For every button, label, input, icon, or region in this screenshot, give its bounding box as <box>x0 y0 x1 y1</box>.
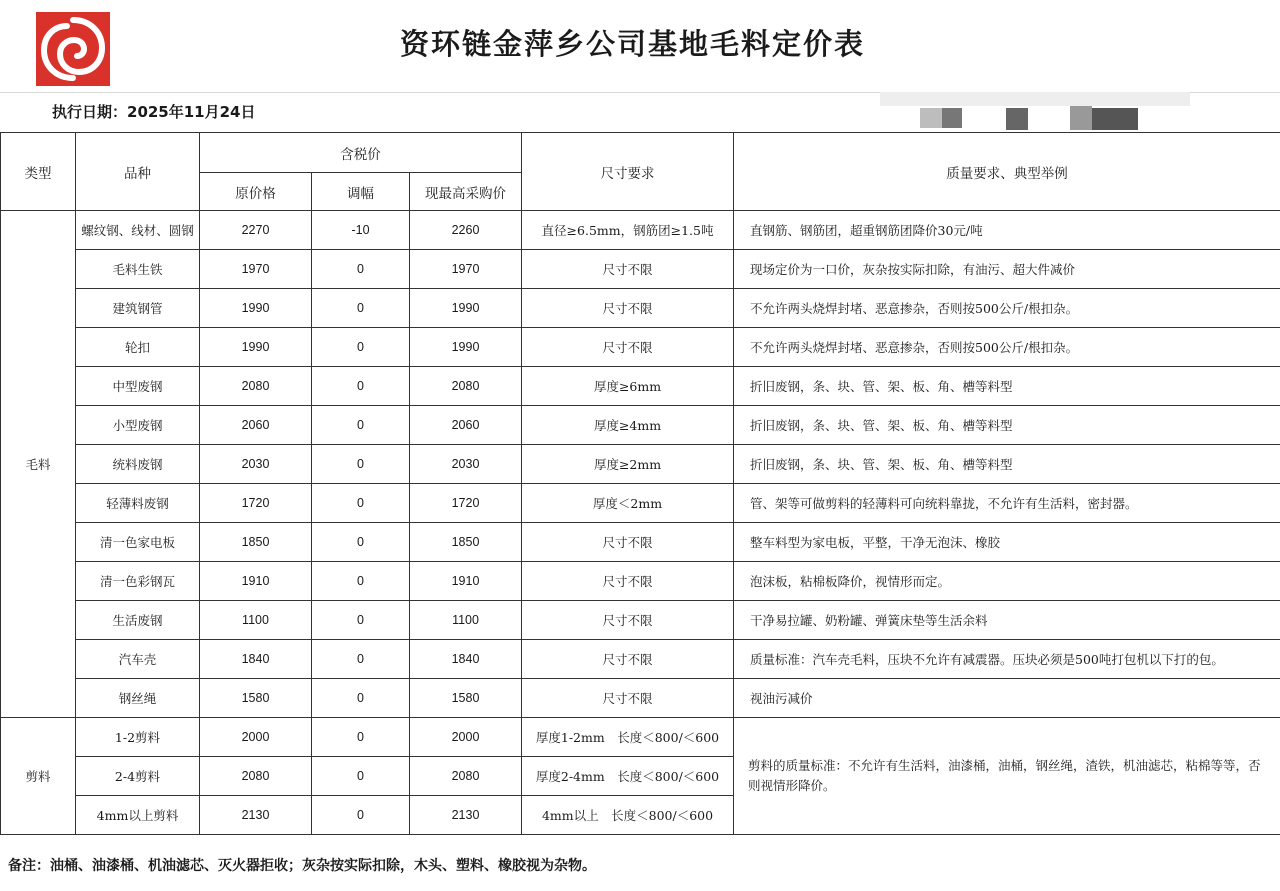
quality-cell: 剪料的质量标准：不允许有生活料，油漆桶，油桶，钢丝绳，渣铁，机油滤芯，粘棉等等，否则视情形降价。 <box>734 718 1280 835</box>
size-requirement-cell: 尺寸不限 <box>522 640 734 679</box>
change-cell: 0 <box>312 640 410 679</box>
table-row <box>1 484 1280 523</box>
table-row <box>1 562 1280 601</box>
quality-cell: 现场定价为一口价，灰杂按实际扣除，有油污、超大件减价 <box>734 250 1280 289</box>
header-size-requirement: 尺寸要求 <box>522 133 734 211</box>
change-cell: 0 <box>312 757 410 796</box>
header-type: 类型 <box>1 133 76 211</box>
current-price-cell: 1990 <box>410 328 522 367</box>
original-price-cell: 2000 <box>200 718 312 757</box>
original-price-cell: 1720 <box>200 484 312 523</box>
header-change: 调幅 <box>312 173 410 211</box>
variety-cell: 1-2剪料 <box>76 718 200 757</box>
price-table <box>0 132 1280 835</box>
variety-cell: 统料废钢 <box>76 445 200 484</box>
table-row <box>1 679 1280 718</box>
size-requirement-cell: 厚度＜2mm <box>522 484 734 523</box>
current-price-cell: 1100 <box>410 601 522 640</box>
original-price-cell: 1580 <box>200 679 312 718</box>
table-row <box>1 367 1280 406</box>
variety-cell: 汽车壳 <box>76 640 200 679</box>
current-price-cell: 1910 <box>410 562 522 601</box>
quality-cell: 泡沫板，粘棉板降价，视情形而定。 <box>734 562 1280 601</box>
current-price-cell: 2260 <box>410 211 522 250</box>
original-price-cell: 1970 <box>200 250 312 289</box>
original-price-cell: 2130 <box>200 796 312 835</box>
variety-cell: 螺纹钢、线材、圆钢 <box>76 211 200 250</box>
page-title: 资环链金萍乡公司基地毛料定价表 <box>399 27 865 61</box>
variety-cell: 中型废钢 <box>76 367 200 406</box>
change-cell: 0 <box>312 445 410 484</box>
variety-cell: 毛料生铁 <box>76 250 200 289</box>
change-cell: 0 <box>312 484 410 523</box>
variety-cell: 2-4剪料 <box>76 757 200 796</box>
original-price-cell: 2060 <box>200 406 312 445</box>
change-cell: 0 <box>312 796 410 835</box>
original-price-cell: 1840 <box>200 640 312 679</box>
original-price-cell: 2080 <box>200 367 312 406</box>
change-cell: 0 <box>312 250 410 289</box>
change-cell: 0 <box>312 328 410 367</box>
change-cell: 0 <box>312 367 410 406</box>
quality-cell: 折旧废钢，条、块、管、架、板、角、槽等料型 <box>734 445 1280 484</box>
table-row <box>1 289 1280 328</box>
table-row <box>1 640 1280 679</box>
size-requirement-cell: 尺寸不限 <box>522 250 734 289</box>
page-header <box>0 0 1280 93</box>
table-row <box>1 523 1280 562</box>
change-cell: 0 <box>312 718 410 757</box>
change-cell: 0 <box>312 406 410 445</box>
change-cell: 0 <box>312 562 410 601</box>
current-price-cell: 1990 <box>410 289 522 328</box>
header-quality: 质量要求、典型举例 <box>734 133 1280 211</box>
table-row <box>1 445 1280 484</box>
change-cell: 0 <box>312 289 410 328</box>
size-requirement-cell: 厚度1-2mm 长度＜800/＜600 <box>522 718 734 757</box>
size-requirement-cell: 厚度≥4mm <box>522 406 734 445</box>
quality-cell: 折旧废钢，条、块、管、架、板、角、槽等料型 <box>734 367 1280 406</box>
original-price-cell: 1910 <box>200 562 312 601</box>
size-requirement-cell: 尺寸不限 <box>522 523 734 562</box>
original-price-cell: 2030 <box>200 445 312 484</box>
original-price-cell: 1850 <box>200 523 312 562</box>
quality-cell: 不允许两头烧焊封堵、恶意掺杂，否则按500公斤/根扣杂。 <box>734 289 1280 328</box>
variety-cell: 轮扣 <box>76 328 200 367</box>
change-cell: -10 <box>312 211 410 250</box>
header-tax-price: 含税价 <box>200 133 522 173</box>
quality-cell: 管、架等可做剪料的轻薄料可向统料靠拢，不允许有生活料，密封器。 <box>734 484 1280 523</box>
variety-cell: 清一色家电板 <box>76 523 200 562</box>
current-price-cell: 1850 <box>410 523 522 562</box>
size-requirement-cell: 尺寸不限 <box>522 562 734 601</box>
table-row <box>1 601 1280 640</box>
change-cell: 0 <box>312 523 410 562</box>
size-requirement-cell: 尺寸不限 <box>522 289 734 328</box>
original-price-cell: 2270 <box>200 211 312 250</box>
original-price-cell: 1990 <box>200 328 312 367</box>
size-requirement-cell: 4mm以上 长度＜800/＜600 <box>522 796 734 835</box>
footnote: 备注：油桶、油漆桶、机油滤芯、灭火器拒收；灰杂按实际扣除，木头、塑料、橡胶视为杂物。 <box>8 858 596 874</box>
variety-cell: 轻薄料废钢 <box>76 484 200 523</box>
current-price-cell: 2130 <box>410 796 522 835</box>
table-row <box>1 211 1280 250</box>
current-price-cell: 1970 <box>410 250 522 289</box>
current-price-cell: 2080 <box>410 757 522 796</box>
size-requirement-cell: 尺寸不限 <box>522 328 734 367</box>
current-price-cell: 1720 <box>410 484 522 523</box>
current-price-cell: 2060 <box>410 406 522 445</box>
header-variety: 品种 <box>76 133 200 211</box>
table-row <box>1 406 1280 445</box>
quality-cell: 视油污减价 <box>734 679 1280 718</box>
variety-cell: 4mm以上剪料 <box>76 796 200 835</box>
variety-cell: 小型废钢 <box>76 406 200 445</box>
variety-cell: 清一色彩钢瓦 <box>76 562 200 601</box>
size-requirement-cell: 尺寸不限 <box>522 601 734 640</box>
size-requirement-cell: 尺寸不限 <box>522 679 734 718</box>
size-requirement-cell: 厚度2-4mm 长度＜800/＜600 <box>522 757 734 796</box>
quality-cell: 质量标准：汽车壳毛料，压块不允许有减震器。压块必须是500吨打包机以下打的包。 <box>734 640 1280 679</box>
variety-cell: 生活废钢 <box>76 601 200 640</box>
original-price-cell: 2080 <box>200 757 312 796</box>
variety-cell: 建筑钢管 <box>76 289 200 328</box>
change-cell: 0 <box>312 601 410 640</box>
change-cell: 0 <box>312 679 410 718</box>
current-price-cell: 2080 <box>410 367 522 406</box>
blurred-decoration <box>880 92 1190 132</box>
quality-cell: 折旧废钢，条、块、管、架、板、角、槽等料型 <box>734 406 1280 445</box>
size-requirement-cell: 厚度≥2mm <box>522 445 734 484</box>
table-row <box>1 328 1280 367</box>
original-price-cell: 1990 <box>200 289 312 328</box>
size-requirement-cell: 厚度≥6mm <box>522 367 734 406</box>
size-requirement-cell: 直径≥6.5mm，钢筋团≥1.5吨 <box>522 211 734 250</box>
table-header-row <box>1 133 1280 173</box>
quality-cell: 不允许两头烧焊封堵、恶意掺杂，否则按500公斤/根扣杂。 <box>734 328 1280 367</box>
table-row <box>1 250 1280 289</box>
quality-cell: 直钢筋、钢筋团，超重钢筋团降价30元/吨 <box>734 211 1280 250</box>
execution-date: 执行日期：2025年11月24日 <box>52 103 256 121</box>
original-price-cell: 1100 <box>200 601 312 640</box>
header-current-max-price: 现最高采购价 <box>410 173 522 211</box>
category-cell: 剪料 <box>1 718 76 835</box>
current-price-cell: 1840 <box>410 640 522 679</box>
current-price-cell: 1580 <box>410 679 522 718</box>
quality-cell: 整车料型为家电板，平整，干净无泡沫、橡胶 <box>734 523 1280 562</box>
header-original-price: 原价格 <box>200 173 312 211</box>
variety-cell: 钢丝绳 <box>76 679 200 718</box>
current-price-cell: 2000 <box>410 718 522 757</box>
category-cell: 毛料 <box>1 211 76 718</box>
quality-cell: 干净易拉罐、奶粉罐、弹簧床垫等生活余料 <box>734 601 1280 640</box>
current-price-cell: 2030 <box>410 445 522 484</box>
table-row <box>1 718 1280 757</box>
